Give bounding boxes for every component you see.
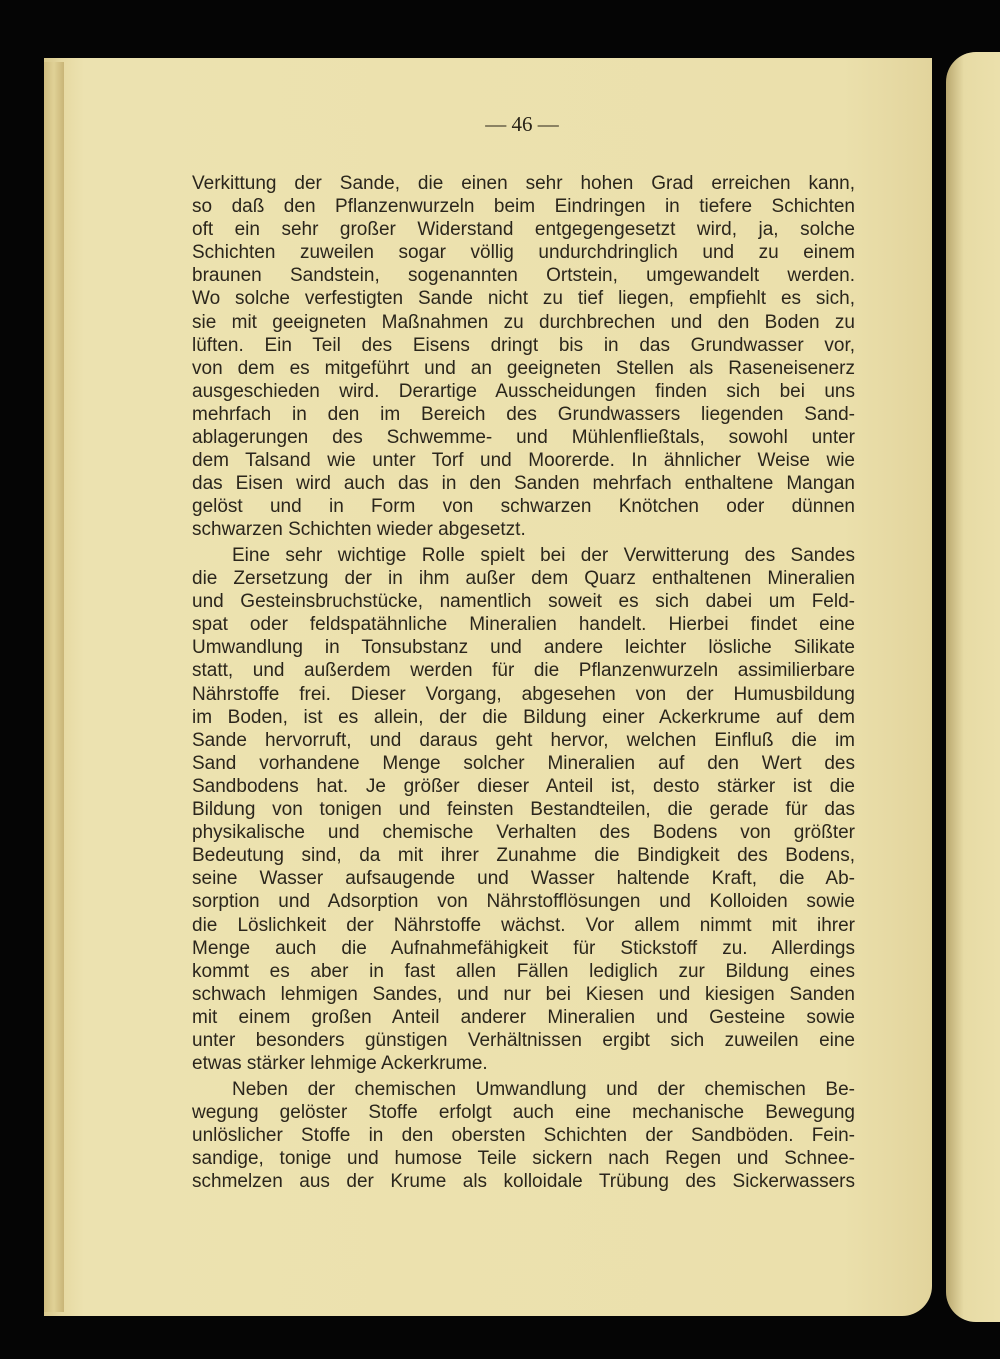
text-line: im Boden, ist es allein, der die Bildung einer Ackerkrume auf dem [192, 706, 855, 728]
text-line: etwas stärker lehmige Ackerkrume. [192, 1053, 488, 1075]
text-line: unter besonders günstigen Verhältnissen ergibt sich zuweilen eine [192, 1029, 855, 1051]
text-line: Bedeutung sind, da mit ihrer Zunahme die Bindigkeit des Bodens, [192, 845, 855, 867]
text-line: unlöslicher Stoffe in den obersten Schichten der Sandböden. Fein- [192, 1124, 855, 1146]
text-line: Schichten zuweilen sogar völlig undurchdringlich und zu einem [192, 242, 855, 264]
text-line: Umwandlung in Tonsubstanz und andere leichter lösliche Silikate [192, 637, 855, 659]
text-line: Neben der chemischen Umwandlung und der chemischen Be- [232, 1078, 855, 1100]
text-line: von dem es mitgeführt und an geeigneten Stellen als Raseneisenerz [192, 357, 855, 379]
text-line: die Löslichkeit der Nährstoffe wächst. Vor allem nimmt mit ihrer [192, 914, 855, 936]
text-line: Eine sehr wichtige Rolle spielt bei der Verwitterung des Sandes [232, 545, 855, 566]
text-line: spat oder feldspatähnliche Mineralien handelt. Hierbei findet eine [192, 614, 855, 636]
text-line: Wo solche verfestigten Sande nicht zu tief liegen, empfiehlt es sich, [192, 288, 855, 310]
text-line: das Eisen wird auch das in den Sanden mehrfach enthaltene Mangan [192, 473, 855, 495]
text-line: schwarzen Schichten wieder abgesetzt. [192, 519, 526, 541]
text-line: und Gesteinsbruchstücke, namentlich soweit es sich dabei um Feld- [192, 591, 855, 613]
text-line: lüften. Ein Teil des Eisens dringt bis in das Grundwasser vor, [192, 334, 855, 356]
text-line: Verkittung der Sande, die einen sehr hohen Grad erreichen kann, [192, 173, 855, 194]
body-text [192, 172, 855, 1196]
text-line: ablagerungen des Schwemme- und Mühlenfließtals, sowohl unter [192, 427, 855, 449]
text-line: Nährstoffe frei. Dieser Vorgang, abgesehen von der Humusbildung [192, 683, 855, 705]
page-number: — 46 — [485, 112, 559, 136]
page-stack-edge [44, 62, 64, 1312]
text-line: Menge auch die Aufnahmefähigkeit für Stickstoff zu. Allerdings [192, 937, 855, 959]
text-line: sorption und Adsorption von Nährstofflösungen und Kolloiden sowie [192, 891, 855, 913]
text-line: sandige, tonige und humose Teile sickern nach Regen und Schnee- [192, 1147, 855, 1169]
text-line: Sande hervorruft, und daraus geht hervor, welchen Einfluß die im [192, 729, 855, 751]
text-line: die Zersetzung der in ihm außer dem Quarz enthaltenen Mineralien [192, 568, 855, 590]
text-line: physikalische und chemische Verhalten des Bodens von größter [192, 822, 855, 844]
text-line: kommt es aber in fast allen Fällen lediglich zur Bildung eines [192, 960, 855, 982]
text-line: mehrfach in den im Bereich des Grundwassers liegenden Sand- [192, 403, 855, 425]
text-line: Sand vorhandene Menge solcher Mineralien auf den Wert des [192, 752, 855, 774]
text-line: dem Talsand wie unter Torf und Moorerde. In ähnlicher Weise wie [192, 450, 855, 472]
paragraph [192, 172, 855, 542]
text-line: Sandbodens hat. Je größer dieser Anteil ist, desto stärker ist die [192, 775, 855, 797]
facing-page-edge [946, 52, 1000, 1322]
text-line: schwach lehmigen Sandes, und nur bei Kiesen und kiesigen Sanden [192, 983, 855, 1005]
paragraph [192, 544, 855, 1075]
text-line: sie mit geeigneten Maßnahmen zu durchbrechen und den Boden zu [192, 311, 855, 333]
text-line: statt, und außerdem werden für die Pflanzenwurzeln assimilierbare [192, 660, 855, 682]
text-line: gelöst und in Form von schwarzen Knötchen oder dünnen [192, 496, 855, 518]
paragraph [192, 1078, 855, 1193]
text-line: so daß den Pflanzenwurzeln beim Eindringen in tiefere Schichten [192, 196, 855, 218]
text-line: mit einem großen Anteil anderer Mineralien und Gesteine sowie [192, 1006, 855, 1028]
text-line: schmelzen aus der Krume als kolloidale Trübung des Sickerwassers [192, 1171, 855, 1193]
text-line: ausgeschieden wird. Derartige Ausscheidungen finden sich bei uns [192, 380, 855, 402]
text-line: Bildung von tonigen und feinsten Bestandteilen, die gerade für das [192, 799, 855, 821]
text-line: wegung gelöster Stoffe erfolgt auch eine mechanische Bewegung [192, 1101, 855, 1123]
text-line: oft ein sehr großer Widerstand entgegengesetzt wird, ja, solche [192, 219, 855, 241]
text-line: braunen Sandstein, sogenannten Ortstein, umgewandelt werden. [192, 265, 855, 287]
text-line: seine Wasser aufsaugende und Wasser haltende Kraft, die Ab- [192, 868, 855, 890]
